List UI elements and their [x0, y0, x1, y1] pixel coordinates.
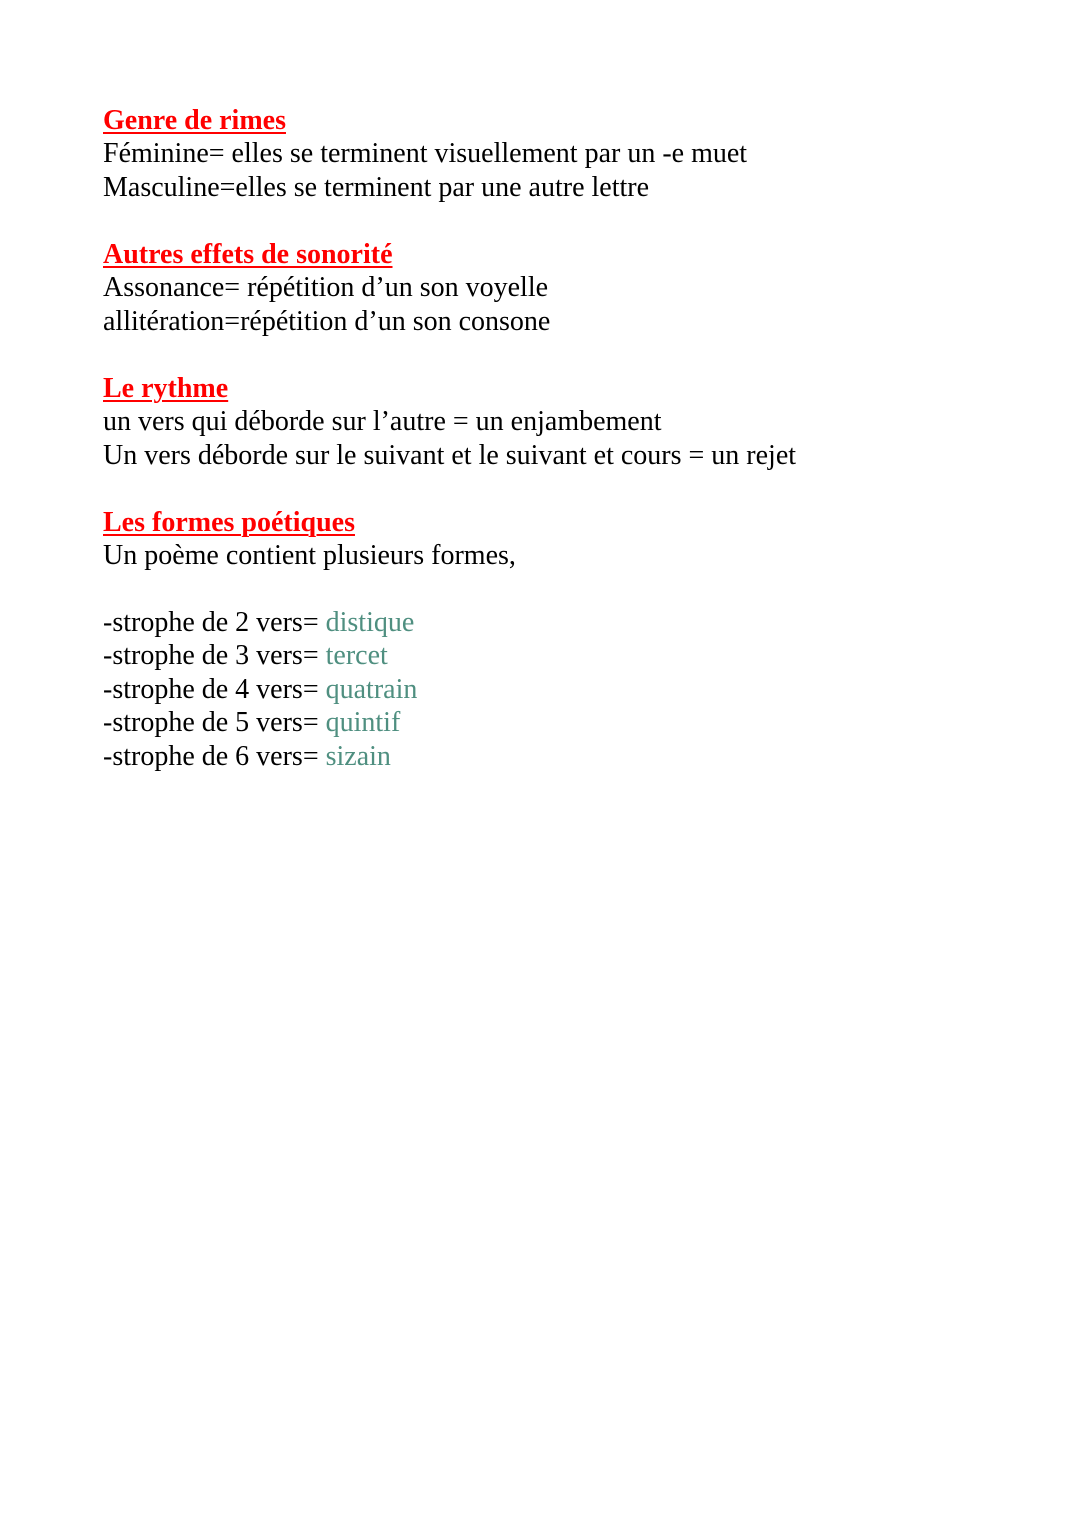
text-line: Masculine=elles se terminent par une autre lettre: [103, 171, 650, 203]
strophe-prefix: -strophe de 6 vers=: [103, 740, 326, 772]
strophe-prefix: -strophe de 2 vers=: [103, 606, 326, 638]
strophe-term: tercet: [325, 640, 388, 671]
text-line: Assonance= répétition d’un son voyelle: [103, 272, 549, 303]
strophe-line: [103, 740, 1003, 774]
strophe-prefix: -strophe de 3 vers=: [103, 640, 326, 671]
strophe-line: [103, 606, 1003, 640]
text-line: Un poème contient plusieurs formes,: [103, 540, 516, 571]
blank-line: [103, 573, 1003, 606]
section-formes-poetiques: [103, 506, 1003, 773]
section-genre-de-rimes: [103, 104, 1003, 204]
section-autres-effets: [103, 238, 1003, 338]
strophe-term: distique: [325, 606, 415, 638]
section-heading: Le rythme: [103, 373, 229, 404]
strophe-term: sizain: [325, 740, 391, 772]
strophe-term: quatrain: [325, 673, 418, 705]
text-line: Un vers déborde sur le suivant et le suivant et cours = un rejet: [103, 439, 797, 471]
text-line: un vers qui déborde sur l’autre = un enjambement: [103, 406, 662, 437]
section-heading: Genre de rimes: [103, 105, 286, 136]
strophe-term: quintif: [325, 707, 401, 738]
strophe-line: [103, 673, 1003, 707]
section-heading: Autres effets de sonorité: [103, 239, 393, 270]
strophe-line: [103, 639, 1003, 673]
section-le-rythme: [103, 372, 1003, 472]
strophe-line: [103, 706, 1003, 740]
section-heading: Les formes poétiques: [103, 507, 355, 538]
strophe-prefix: -strophe de 5 vers=: [103, 707, 326, 738]
text-line: Féminine= elles se terminent visuellement par un -e muet: [103, 138, 748, 169]
text-line: allitération=répétition d’un son consone: [103, 305, 551, 337]
strophe-prefix: -strophe de 4 vers=: [103, 673, 326, 705]
document-page: [103, 104, 1003, 807]
